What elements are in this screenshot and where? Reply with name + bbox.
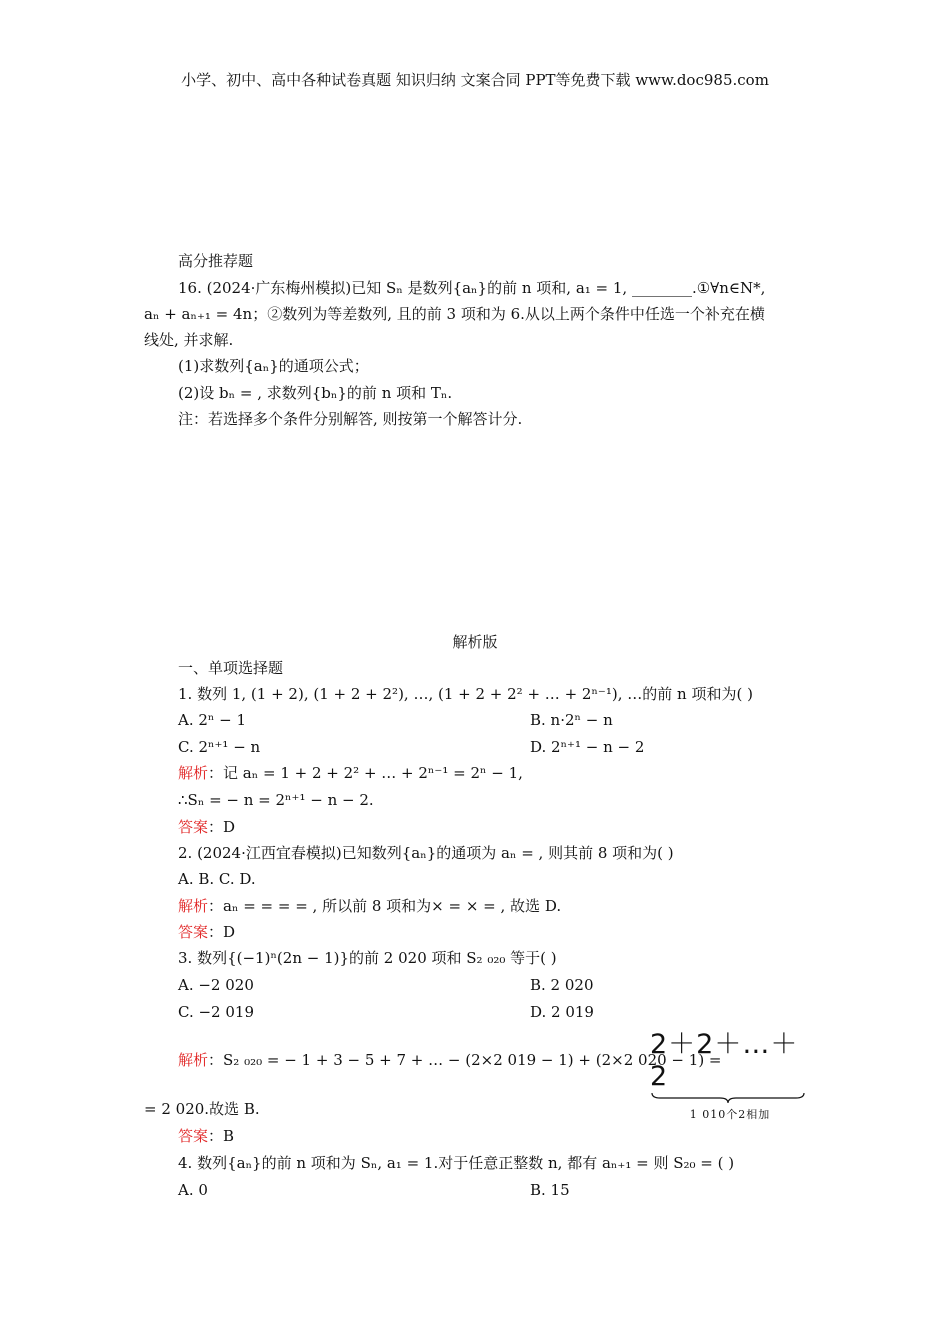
q3-option-a: A. −2 020 [178, 976, 254, 994]
q3-analysis-text: ：S₂ ₀₂₀ = − 1 + 3 − 5 + 7 + … − (2×2 019 − 1) + (2×2 020 − 1) = [208, 1051, 722, 1069]
q3-answer-value: ：B [208, 1127, 235, 1145]
q2-stem: 2. (2024·江西宜春模拟)已知数列{aₙ}的通项为 aₙ = , 则其前 8 项和为( ) [178, 844, 674, 862]
q3-option-c: C. −2 019 [178, 1003, 254, 1021]
underbrace-expression: 2＋2＋…＋2 [650, 1029, 799, 1092]
q16-line-1: 16. (2024·广东梅州模拟)已知 Sₙ 是数列{aₙ}的前 n 项和, a₁ = 1, ________.①∀n∈N*, [178, 279, 766, 297]
analysis-label: 解析 [178, 764, 209, 782]
underbrace-label: 1 010个2相加 [689, 1108, 771, 1121]
section-title-high-score: 高分推荐题 [178, 252, 254, 270]
q4-option-a: A. 0 [178, 1181, 208, 1199]
q3-analysis [178, 1050, 722, 1070]
q1-option-c: C. 2ⁿ⁺¹ − n [178, 738, 261, 756]
q1-answer [178, 817, 235, 837]
analysis-label: 解析 [178, 897, 209, 915]
q3-option-d: D. 2 019 [530, 1003, 594, 1021]
q16-line-2: aₙ + aₙ₊₁ = 4n；②数列为等差数列, 且的前 3 项和为 6.从以上两个条件中任选一个补充在横 [144, 305, 765, 323]
q1-stem: 1. 数列 1, (1 + 2), (1 + 2 + 2²), …, (1 + 2 + 2² + … + 2ⁿ⁻¹), …的前 n 项和为( ) [178, 685, 753, 703]
q2-options: A. B. C. D. [178, 870, 256, 888]
q3-answer [178, 1126, 234, 1146]
q4-stem: 4. 数列{aₙ}的前 n 项和为 Sₙ, a₁ = 1.对于任意正整数 n, 都有 aₙ₊₁ = 则 S₂₀ = ( ) [178, 1154, 735, 1172]
q1-option-a: A. 2ⁿ − 1 [178, 711, 247, 729]
q1-analysis-1-text: ：记 aₙ = 1 + 2 + 2² + … + 2ⁿ⁻¹ = 2ⁿ − 1, [208, 764, 523, 782]
answers-title: 解析版 [452, 633, 498, 651]
section-single-choice: 一、单项选择题 [178, 659, 284, 677]
analysis-label: 解析 [178, 1051, 209, 1069]
q1-option-d: D. 2ⁿ⁺¹ − n − 2 [530, 738, 645, 756]
q16-part-2: (2)设 bₙ = , 求数列{bₙ}的前 n 项和 Tₙ. [178, 384, 453, 402]
q1-option-b: B. n·2ⁿ − n [530, 711, 613, 729]
q16-line-3: 线处, 并求解. [144, 331, 234, 349]
page-header: 小学、初中、高中各种试卷真题 知识归纳 文案合同 PPT等免费下载 www.doc985.com [181, 71, 769, 89]
underbrace-sum [650, 1022, 810, 1122]
q2-answer-value: ：D [208, 923, 236, 941]
q1-analysis-2: ∴Sₙ = − n = 2ⁿ⁺¹ − n − 2. [178, 791, 374, 809]
q4-option-b: B. 15 [530, 1181, 570, 1199]
q1-answer-value: ：D [208, 818, 236, 836]
answer-label: 答案 [178, 923, 209, 941]
q3-analysis-2: = 2 020.故选 B. [144, 1100, 260, 1118]
q3-stem: 3. 数列{(−1)ⁿ(2n − 1)}的前 2 020 项和 S₂ ₀₂₀ 等于( ) [178, 949, 557, 967]
q1-analysis-1 [178, 763, 523, 783]
q2-analysis [178, 896, 561, 916]
q16-part-1: (1)求数列{aₙ}的通项公式； [178, 357, 369, 375]
q3-option-b: B. 2 020 [530, 976, 594, 994]
underbrace-icon [650, 1092, 806, 1104]
q2-answer [178, 922, 235, 942]
q2-analysis-text: ：aₙ = = = = , 所以前 8 项和为× = × = , 故选 D. [208, 897, 562, 915]
answer-label: 答案 [178, 1127, 209, 1145]
q16-note: 注：若选择多个条件分别解答, 则按第一个解答计分. [178, 410, 523, 428]
answer-label: 答案 [178, 818, 209, 836]
